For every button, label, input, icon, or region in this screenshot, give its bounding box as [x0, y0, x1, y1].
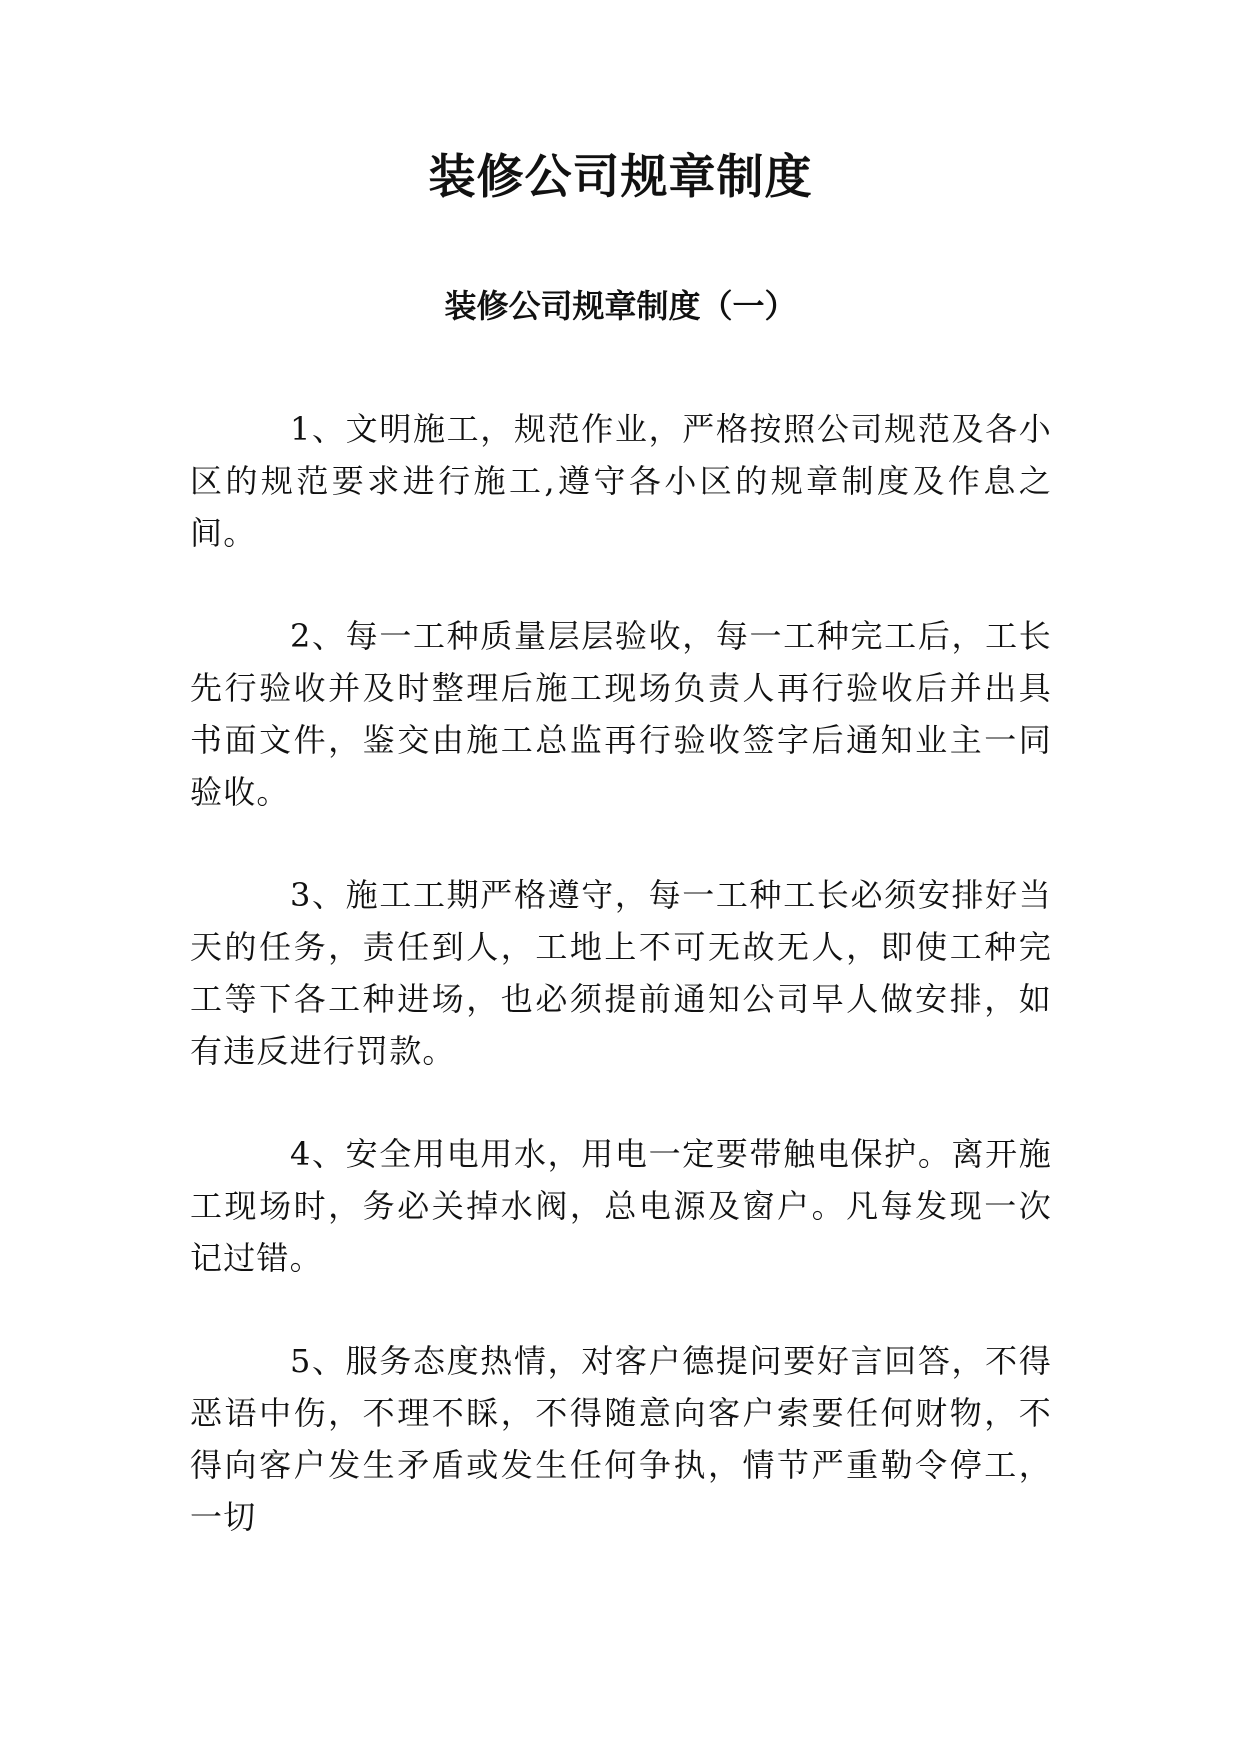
paragraph-2: 2、每一工种质量层层验收，每一工种完工后，工长先行验收并及时整理后施工现场负责人再行验收后并出具书面文件，鉴交由施工总监再行验收签字后通知业主一同验收。	[190, 617, 1052, 811]
paragraph-3: 3、施工工期严格遵守，每一工种工长必须安排好当天的任务，责任到人，工地上不可无故无人，即使工种完工等下各工种进场，也必须提前通知公司早人做安排，如有违反进行罚款。	[190, 876, 1052, 1070]
document-subtitle: 装修公司规章制度（一）	[444, 287, 797, 325]
document-title: 装修公司规章制度	[428, 150, 813, 205]
document-body	[190, 403, 1052, 1594]
paragraph-1: 1、文明施工，规范作业，严格按照公司规范及各小区的规范要求进行施工,遵守各小区的规章制度及作息之间。	[190, 410, 1052, 552]
paragraph-5: 5、服务态度热情，对客户德提问要好言回答，不得恶语中伤，不理不睬，不得随意向客户索要任何财物，不得向客户发生矛盾或发生任何争执，情节严重勒令停工，一切	[190, 1342, 1052, 1536]
paragraph-4: 4、安全用电用水，用电一定要带触电保护。离开施工现场时，务必关掉水阀，总电源及窗户。凡每发现一次记过错。	[190, 1135, 1052, 1277]
